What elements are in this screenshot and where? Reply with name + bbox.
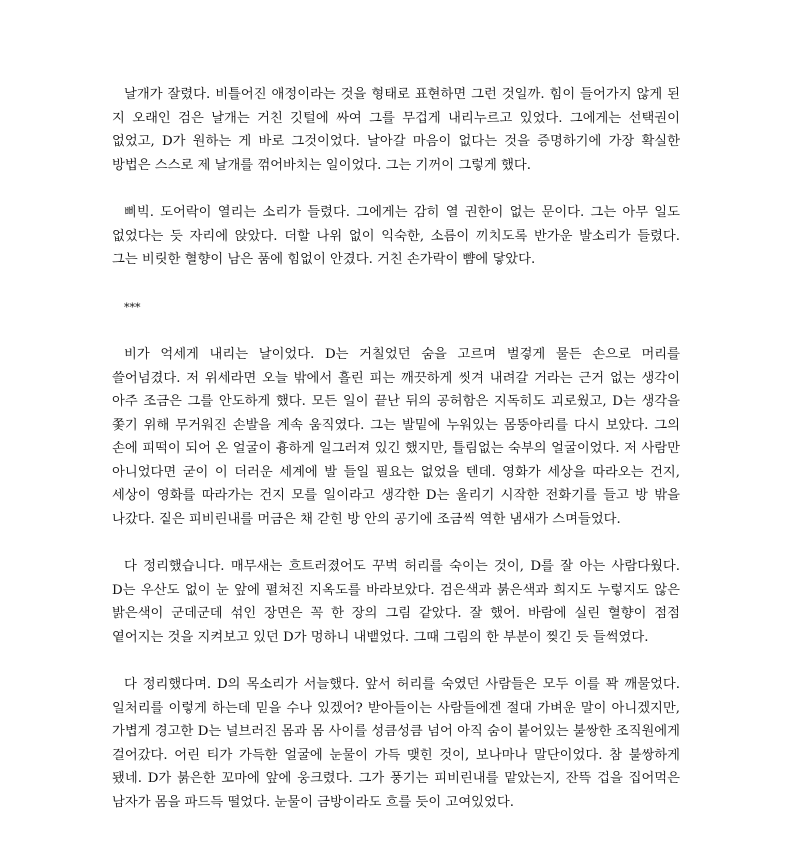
paragraph-5: 다 정리했다며. D의 목소리가 서늘했다. 앞서 허리를 숙였던 사람들은 모두 이를 꽉 깨물었다. 일처리를 이렇게 하는데 믿을 수나 있겠어? 받아들이는 사람들에겐 절대 가벼운 말이 아니겠지만, 가볍게 경고한 D는 널브러진 몸과 몸 사이를 성큼성큼 넘어 아직 숨이 붙어있는 불쌍한 조직원에게 걸어갔다. 어린 티가 가득한 얼굴에 눈물이 가득 맺힌 것이, 보나마나 말단이었다. 참 불쌍하게 됐네. D가 붉은한 꼬마에 앞에 웅크렸다. 그가 풍기는 피비린내를 맡았는지, 잔뜩 겁을 집어먹은 남자가 몸을 파드득 떨었다. 눈물이 금방이라도 흐를 듯이 고여있었다.: [112, 677, 680, 810]
paragraph-1: 날개가 잘렸다. 비틀어진 애정이라는 것을 형태로 표현하면 그런 것일까. 힘이 들어가지 않게 된 지 오래인 검은 날개는 거친 깃털에 싸여 그를 무겁게 내리누르고 있었다. 그에게는 선택권이 없었고, D가 원하는 게 바로 그것이었다. 날아갈 마음이 없다는 것을 증명하기에 가장 확실한 방법은 스스로 제 날개를 꺾어바치는 일이었다. 그는 기꺼이 그렇게 했다.: [112, 87, 680, 173]
document-page: [112, 83, 680, 838]
paragraph-2: 삐빅. 도어락이 열리는 소리가 들렸다. 그에게는 감히 열 권한이 없는 문이다. 그는 아무 일도 없었다는 듯 자리에 앉았다. 더할 나위 없이 익숙한, 소름이 끼치도록 반가운 발소리가 들렸다. 그는 비릿한 혈향이 남은 품에 힘없이 안겼다. 거친 손가락이 뺨에 닿았다.: [112, 205, 680, 267]
paragraph-4: 다 정리했습니다. 매무새는 흐트러졌어도 꾸벅 허리를 숙이는 것이, D를 잘 아는 사람다웠다. D는 우산도 없이 눈 앞에 펼쳐진 지옥도를 바라보았다. 검은색과 붉은색과 희지도 누렇지도 않은 밝은색이 군데군데 섞인 장면은 꼭 한 장의 그림 같았다. 잘 했어. 바람에 실린 혈향이 점점 옅어지는 것을 지켜보고 있던 D가 멍하니 내뱉었다. 그때 그림의 한 부분이 찢긴 듯 들썩였다.: [112, 559, 680, 645]
section-divider: ***: [124, 300, 141, 314]
paragraph-3: 비가 억세게 내리는 날이었다. D는 거칠었던 숨을 고르며 벌겋게 물든 손으로 머리를 쓸어넘겼다. 저 위세라면 오늘 밖에서 흘린 피는 깨끗하게 씻겨 내려갈 거라는 근거 없는 생각이 아주 조금은 그를 안도하게 했다. 모든 일이 끝난 뒤의 공허함은 지독히도 괴로웠고, D는 생각을 쫓기 위해 무거워진 손발을 계속 움직였다. 그는 발밑에 누워있는 몸뚱아리를 다시 보았다. 그의 손에 피떡이 되어 온 얼굴이 흉하게 일그러져 있긴 했지만, 틀림없는 숙부의 얼굴이었다. 저 사람만 아니었다면 굳이 이 더러운 세계에 발 들일 필요는 없었을 텐데. 영화가 세상을 따라오는 건지, 세상이 영화를 따라가는 건지 모를 일이라고 생각한 D는 울리기 시작한 전화기를 들고 방 밖을 나갔다. 짙은 피비린내를 머금은 채 갇힌 방 안의 공기에 조금씩 역한 냄새가 스며들었다.: [112, 347, 680, 527]
